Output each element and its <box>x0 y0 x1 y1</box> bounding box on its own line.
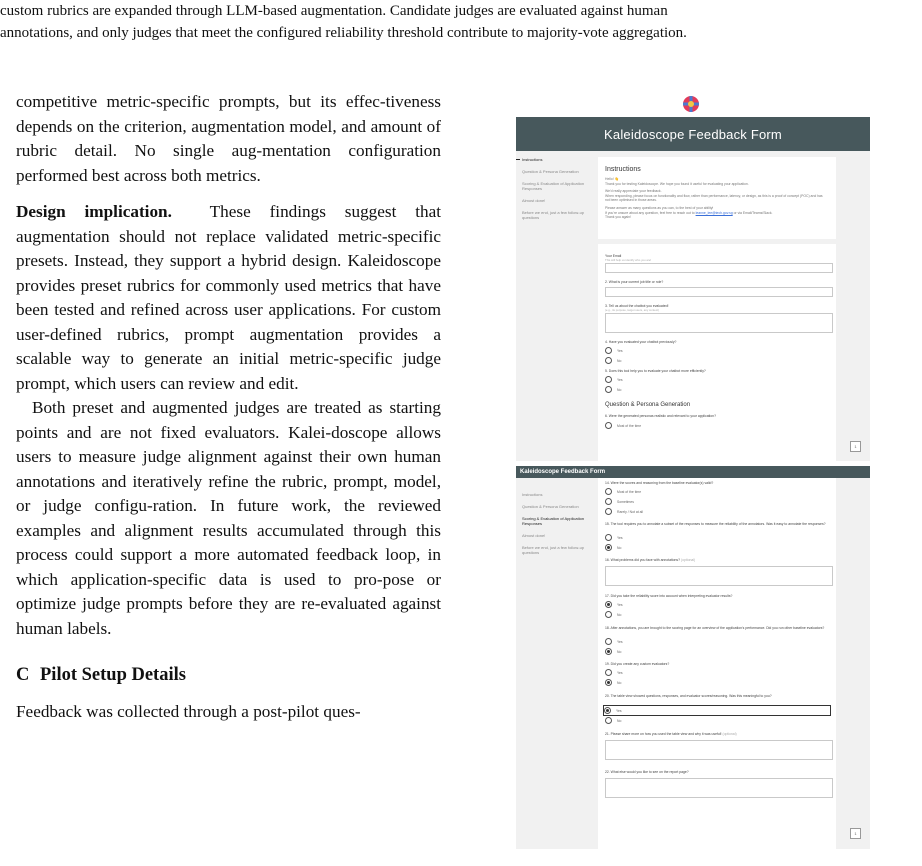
question-15: 15. The tool requires you to annotate a subset of the responses to measure the reliability of the annotators. Was it easy to annotate the responses? <box>605 522 826 526</box>
question-18: 18. After annotations, you are brought to the scoring page for an overview of the application's performance. Did you run other baseline evaluators? <box>605 626 825 630</box>
radio-icon[interactable] <box>605 717 612 724</box>
question-22: 22. What else would you like to see on the report page? <box>605 770 689 774</box>
section-title: Pilot Setup Details <box>40 665 186 685</box>
sidenav-item-almost-done[interactable]: Almost done! <box>522 533 546 538</box>
radio-icon[interactable] <box>605 357 612 364</box>
report-page-textarea[interactable] <box>605 778 833 798</box>
radio-icon[interactable] <box>605 488 612 495</box>
section-heading <box>16 663 441 688</box>
radio-icon[interactable] <box>605 386 612 393</box>
page-corner-button[interactable]: 1 <box>850 441 861 452</box>
option-sometimes[interactable]: Sometimes <box>605 498 634 505</box>
sidenav-item-follow-up[interactable]: Before we end, just a few follow-up questions <box>522 210 585 220</box>
radio-icon[interactable] <box>605 498 612 505</box>
chatbot-textarea[interactable] <box>605 313 833 333</box>
radio-selected-icon[interactable] <box>605 648 612 655</box>
option-rarely[interactable]: Rarely / Not at all <box>605 508 643 515</box>
kaleidoscope-logo-icon <box>682 95 700 113</box>
sidenav-item-follow-up[interactable]: Before we end, just a few follow-up questions <box>522 545 585 555</box>
instr-line: We'd really appreciate your feedback. <box>605 189 662 194</box>
section-question-persona: Question & Persona Generation <box>605 402 691 408</box>
radio-icon[interactable] <box>605 376 612 383</box>
design-implication-label: Design implication. <box>16 202 172 221</box>
radio-selected-icon[interactable] <box>605 544 612 551</box>
sidenav-item-almost-done[interactable]: Almost done! <box>522 198 546 203</box>
table-view-textarea[interactable] <box>605 740 833 760</box>
paragraph-design-implication <box>16 200 441 396</box>
question-20: 20. The table view showed questions, responses, and evaluator scores/reasoning. Was this meaningful to you? <box>605 694 772 698</box>
option-no[interactable]: No <box>605 386 621 393</box>
paragraph-both-preset: Both preset and augmented judges are treated as starting points and are not fixed evaluators. Kalei-doscope allows users to measure judge alignment against their own human annotations and iteratively refine the rubric, prompt, model, or judge configu-ration. In future work, the reviewed examples and alignment results accumulated through this process could support a more automated feedback loop, in which application-specific data is used to pro-pose or optimize judge prompts before they are re-evaluated against human labels. <box>16 398 441 638</box>
sidenav-item-scoring[interactable]: Scoring & Evaluation of Application Responses <box>522 516 585 526</box>
form-top-bar: Kaleidoscope Feedback Form <box>516 466 870 478</box>
design-implication-text: These findings suggest that augmentation should not replace validated metric-specific presets. Instead, they support a hybrid design. Kaleidoscope provides preset rubrics for commonly used metrics that have been tested and refined across user applications. For custom user-defined rubrics, prompt augmentation provides a scalable way to generate an initial metric-specific judge prompt, which users can review and edit. <box>16 202 441 393</box>
option-yes[interactable]: Yes <box>605 347 623 354</box>
instr-line: Hello! 👋 <box>605 177 619 181</box>
sidenav-item-instructions[interactable]: Instructions <box>516 157 592 162</box>
instructions-panel <box>598 157 836 239</box>
sidenav-item-instructions[interactable]: Instructions <box>522 492 543 497</box>
paragraph-continuation: competitive metric-specific prompts, but its effec-tiveness depends on the criterion, augmentation model, and amount of rubric detail. No single aug-mentation configuration performed best across both metrics. <box>16 92 441 185</box>
questions-panel <box>598 478 836 849</box>
feedback-form-screenshot-2 <box>516 466 870 849</box>
radio-selected-icon[interactable] <box>605 679 612 686</box>
option-most[interactable]: Most of the time <box>605 422 641 429</box>
email-input[interactable] <box>605 263 833 273</box>
option-yes[interactable]: Yes <box>605 534 623 541</box>
question-efficiency: 5. Does this tool help you to evaluate your chatbot more efficiently? <box>605 369 706 373</box>
feedback-form-screenshot-1 <box>516 117 870 461</box>
question-chatbot: 3. Tell us about the chatbot you evaluated! (e.g., its purpose, target users, any context) <box>605 304 669 312</box>
instr-line: Thank you for testing Kaleidoscope. We hope you found it useful for evaluating your application. <box>605 181 749 186</box>
question-job: 2. What is your current job title or role? <box>605 280 664 284</box>
instr-line: When responding, please focus on functionality and flow, rather than performance, latency, or design, as this is a proof of concept (POC) and has not been optimised in those areas. <box>605 193 823 203</box>
question-personas: 6. Were the generated personas realistic and relevant to your application? <box>605 414 716 418</box>
option-no[interactable]: No <box>605 544 621 551</box>
radio-icon[interactable] <box>605 638 612 645</box>
paragraph-feedback: Feedback was collected through a post-pilot ques- <box>16 701 361 721</box>
instructions-text <box>605 177 825 220</box>
option-yes[interactable]: Yes <box>605 601 623 608</box>
radio-selected-icon[interactable] <box>604 707 611 714</box>
option-yes[interactable]: Yes <box>605 638 623 645</box>
radio-icon[interactable] <box>605 669 612 676</box>
option-yes[interactable]: Yes <box>605 376 623 383</box>
section-number: C <box>16 665 30 685</box>
question-email: Your Email This will help us identify who you are! <box>605 254 652 262</box>
instr-line: Please answer as many questions as you can, to the best of your ability! <box>605 205 714 210</box>
page-corner-button[interactable]: 1 <box>850 828 861 839</box>
left-text-column <box>16 90 441 724</box>
radio-icon[interactable] <box>605 347 612 354</box>
form-sidenav <box>516 492 592 562</box>
question-17: 17. Did you take the reliability score into account when interpreting evaluator results? <box>605 594 733 598</box>
form-sidenav <box>516 157 592 227</box>
sidenav-item-scoring[interactable]: Scoring & Evaluation of Application Responses <box>522 181 585 191</box>
job-title-input[interactable] <box>605 287 833 297</box>
radio-icon[interactable] <box>605 534 612 541</box>
caption-line-1: custom rubrics are expanded through LLM-based augmentation. Candidate judges are evaluated against human <box>0 3 668 19</box>
radio-selected-icon[interactable] <box>605 601 612 608</box>
instr-line: Thank you again! <box>605 215 632 220</box>
option-yes[interactable]: Yes <box>605 669 623 676</box>
questions-panel <box>598 244 836 461</box>
question-21: 21. Please share more on how you used the table view and why it was useful! (optional) <box>605 732 737 736</box>
sidenav-item-question-persona[interactable]: Question & Persona Generation <box>522 504 579 509</box>
question-19: 19. Did you create any custom evaluators? <box>605 662 670 666</box>
option-no[interactable]: No <box>605 648 621 655</box>
contact-email-link[interactable]: leanne_lee@tech.gov.sg <box>695 210 733 215</box>
radio-icon[interactable] <box>605 422 612 429</box>
question-16: 16. What problems did you face with annotations? (optional) <box>605 558 696 562</box>
radio-icon[interactable] <box>605 611 612 618</box>
instructions-title: Instructions <box>605 166 641 173</box>
option-most[interactable]: Most of the time <box>605 488 641 495</box>
radio-icon[interactable] <box>605 508 612 515</box>
question-14: 14. Were the scores and reasoning from the baseline evaluator(s) valid? <box>605 481 714 485</box>
figure-caption <box>0 0 922 44</box>
sidenav-item-question-persona[interactable]: Question & Persona Generation <box>522 169 579 174</box>
option-no[interactable]: No <box>605 357 621 364</box>
caption-line-2: annotations, and only judges that meet the configured reliability threshold contribute to majority-vote aggregation. <box>0 25 687 41</box>
form-banner: Kaleidoscope Feedback Form <box>516 117 870 151</box>
option-no[interactable]: No <box>605 717 621 724</box>
instr-line: If you're unsure about any question, feel free to reach out to leanne_lee@tech.gov.sg or via Email/Teams/Slack. <box>605 210 773 215</box>
option-no[interactable]: No <box>605 679 621 686</box>
question-previous-eval: 4. Have you evaluated your chatbot previously? <box>605 340 677 344</box>
annotation-problems-textarea[interactable] <box>605 566 833 586</box>
option-yes-highlighted[interactable]: Yes <box>603 705 831 716</box>
option-no[interactable]: No <box>605 611 621 618</box>
